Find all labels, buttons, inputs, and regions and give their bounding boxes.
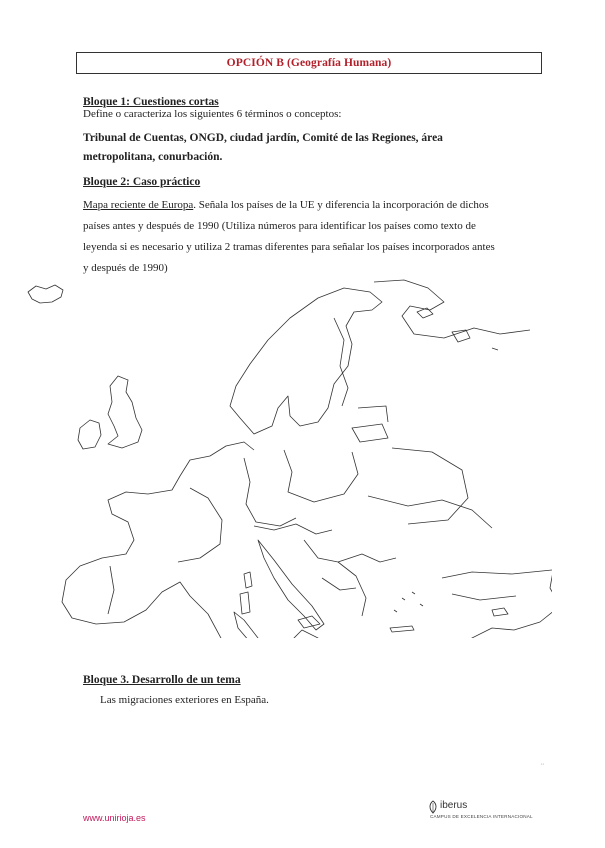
bloque2-heading: Bloque 2: Caso práctico: [83, 176, 201, 188]
mainland-europe-outline: [62, 442, 552, 638]
bloque2-line4: y después de 1990): [83, 262, 168, 274]
scan-speck: ,,: [541, 760, 544, 766]
iberus-leaf-icon: [428, 800, 438, 814]
bloque1-instruction: Define o caracteriza los siguientes 6 términos o conceptos:: [83, 108, 342, 120]
aegean-islands: [394, 592, 423, 612]
footer-url[interactable]: www.unirioja.es: [83, 813, 146, 823]
option-title-box: [76, 52, 542, 74]
bloque1-terms-line2: metropolitana, conurbación.: [83, 151, 223, 163]
bloque2-text: [83, 195, 533, 279]
bloque2-line1-rest: . Señala los países de la UE y diferencia la incorporación de dichos: [193, 199, 489, 211]
russia-coast: [374, 280, 530, 338]
alps-borders: [254, 524, 332, 534]
bloque1-heading: Bloque 1: Cuestiones cortas: [83, 96, 219, 108]
bloque1-terms-line1: Tribunal de Cuentas, ONGD, ciudad jardín, Comité de las Regiones, área: [83, 132, 443, 144]
finland-border: [334, 318, 348, 406]
svalbard-fragments: [417, 308, 498, 350]
corsica-sardinia: [240, 572, 252, 614]
bloque3-topic: Las migraciones exteriores en España.: [100, 694, 269, 706]
poland-border: [284, 450, 358, 502]
iberus-logo: [428, 798, 558, 830]
belarus-ukraine-border: [392, 448, 468, 524]
cyprus: [492, 608, 508, 616]
france-border: [178, 488, 222, 562]
logo-name: iberus: [440, 800, 468, 811]
bloque3-heading: Bloque 3. Desarrollo de un tema: [83, 674, 241, 686]
balkans-borders: [304, 540, 396, 616]
option-title: OPCIÓN B (Geografía Humana): [226, 57, 392, 69]
europe-outline-map: [22, 278, 552, 638]
baltic-borders: [352, 406, 388, 442]
crete: [390, 626, 414, 632]
bloque2-line1: [83, 195, 533, 216]
logo-subtitle: CAMPUS DE EXCELENCIA INTERNACIONAL: [430, 814, 533, 819]
turkey-outline: [442, 570, 552, 600]
bloque2-line2: países antes y después de 1990 (Utiliza números para identificar los países como texto de: [83, 220, 476, 232]
map-label: Mapa reciente de Europa: [83, 199, 194, 211]
iceland-outline: [28, 285, 63, 303]
ukraine-border: [368, 496, 492, 528]
bloque2-line3: leyenda si es necesario y utiliza 2 tramas diferentes para señalar los países incorporados antes: [83, 241, 495, 253]
iberia-border: [108, 566, 114, 614]
scandinavia-outline: [230, 288, 382, 434]
bloque1-terms: [83, 129, 533, 167]
great-britain-outline: [108, 376, 142, 448]
ireland-outline: [78, 420, 101, 449]
